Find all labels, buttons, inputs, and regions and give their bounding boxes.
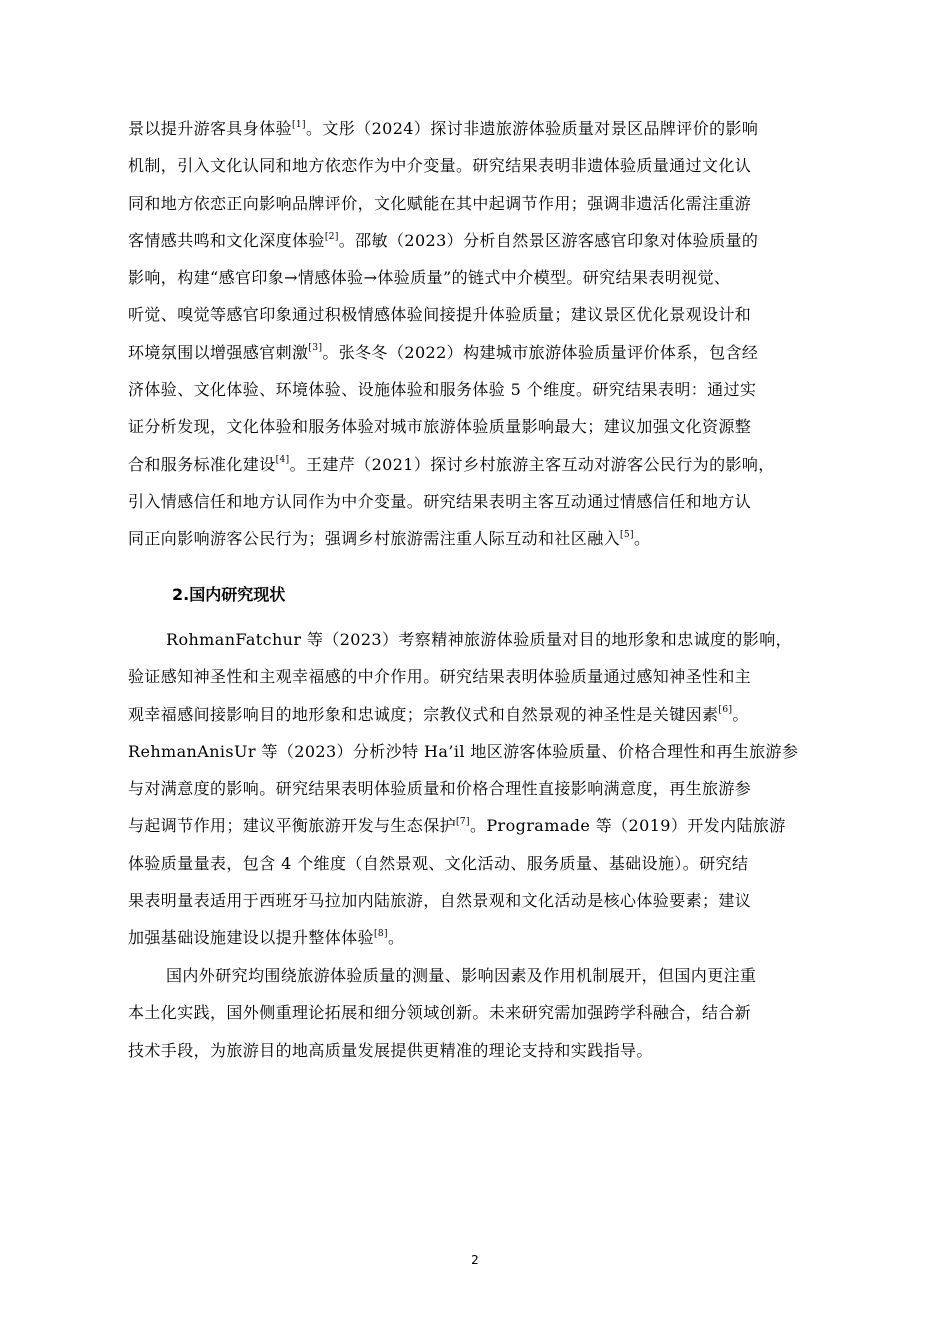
text-line: 影响，构建“感官印象→情感体验→体验质量”的链式中介模型。研究结果表明视觉、 bbox=[128, 268, 731, 288]
text-line: 济体验、文化体验、环境体验、设施体验和服务体验 5 个维度。研究结果表明：通过实 bbox=[128, 380, 757, 400]
text-line: 验证感知神圣性和主观幸福感的中介作用。研究结果表明体验质量通过感知神圣性和主 bbox=[128, 667, 752, 687]
paragraph-2 bbox=[128, 621, 860, 957]
text-line: 景以提升游客具身体验[1]。文彤（2024）探讨非遗旅游体验质量对景区品牌评价的影响 bbox=[128, 119, 759, 138]
citation-7: [7] bbox=[456, 817, 470, 828]
text-line: 本土化实践，国外侧重理论拓展和细分领域创新。未来研究需加强跨学科融合，结合新 bbox=[128, 1003, 752, 1023]
text-line: 引入情感信任和地方认同作为中介变量。研究结果表明主客互动通过情感信任和地方认 bbox=[128, 491, 752, 511]
text-line: 证分析发现，文化体验和服务体验对城市旅游体验质量影响最大；建议加强文化资源整 bbox=[128, 417, 752, 437]
text-line: 同正向影响游客公民行为；强调乡村旅游需注重人际互动和社区融入[5]。 bbox=[128, 529, 651, 549]
citation-6: [6] bbox=[718, 705, 733, 716]
text-line: 合和服务标准化建设[4]。王建芹（2021）探讨乡村旅游主客互动对游客公民行为的影响， bbox=[128, 454, 775, 474]
text-line: 与起调节作用；建议平衡旅游开发与生态保护[7]。Programade 等（2019）开发内陆旅游 bbox=[128, 816, 786, 836]
paragraph-3 bbox=[128, 957, 860, 1069]
citation-4: [4] bbox=[275, 455, 290, 466]
text-line: 技术手段，为旅游目的地高质量发展提供更精准的理论支持和实践指导。 bbox=[128, 1040, 653, 1060]
citation-3: [3] bbox=[308, 343, 323, 354]
text-line: RehmanAnisUr 等（2023）分析沙特 Ha’il 地区游客体验质量、价格合理性和再生旅游参 bbox=[128, 741, 799, 761]
text-line: 机制，引入文化认同和地方依恋作为中介变量。研究结果表明非遗体验质量通过文化认 bbox=[128, 156, 752, 176]
text-line: 加强基础设施建设以提升整体体验[8]。 bbox=[128, 928, 405, 948]
text-line: 客情感共鸣和文化深度体验[2]。邵敏（2023）分析自然景区游客感官印象对体验质量的 bbox=[128, 230, 759, 250]
citation-1: [1] bbox=[292, 119, 306, 130]
text-line: 环境氛围以增强感官刺激[3]。张冬冬（2022）构建城市旅游体验质量评价体系，包含经 bbox=[128, 342, 759, 362]
section-heading: 2.国内研究现状 bbox=[172, 585, 286, 604]
page-number: 2 bbox=[471, 1253, 479, 1267]
text-line: 同和地方依恋正向影响品牌评价，文化赋能在其中起调节作用；强调非遗活化需注重游 bbox=[128, 193, 752, 213]
text-line: 果表明量表适用于西班牙马拉加内陆旅游，自然景观和文化活动是核心体验要素；建议 bbox=[128, 891, 752, 911]
citation-5: [5] bbox=[620, 529, 634, 540]
paragraph-1 bbox=[128, 110, 860, 558]
text-line: 听觉、嗅觉等感官印象通过积极情感体验间接提升体验质量；建议景区优化景观设计和 bbox=[128, 305, 752, 325]
text-line: 观幸福感间接影响目的地形象和忠诚度；宗教仪式和自然景观的神圣性是关键因素[6]。 bbox=[128, 704, 749, 724]
text-line: 与对满意度的影响。研究结果表明体验质量和价格合理性直接影响满意度，再生旅游参 bbox=[128, 779, 752, 799]
text-line: 体验质量量表，包含 4 个维度（自然景观、文化活动、服务质量、基础设施）。研究结 bbox=[128, 853, 749, 873]
text-line: RohmanFatchur 等（2023）考察精神旅游体验质量对目的地形象和忠诚度的影响， bbox=[166, 630, 793, 649]
text-line: 国内外研究均围绕旅游体验质量的测量、影响因素及作用机制展开，但国内更注重 bbox=[166, 966, 757, 985]
citation-8: [8] bbox=[374, 929, 388, 940]
citation-2: [2] bbox=[324, 231, 339, 242]
